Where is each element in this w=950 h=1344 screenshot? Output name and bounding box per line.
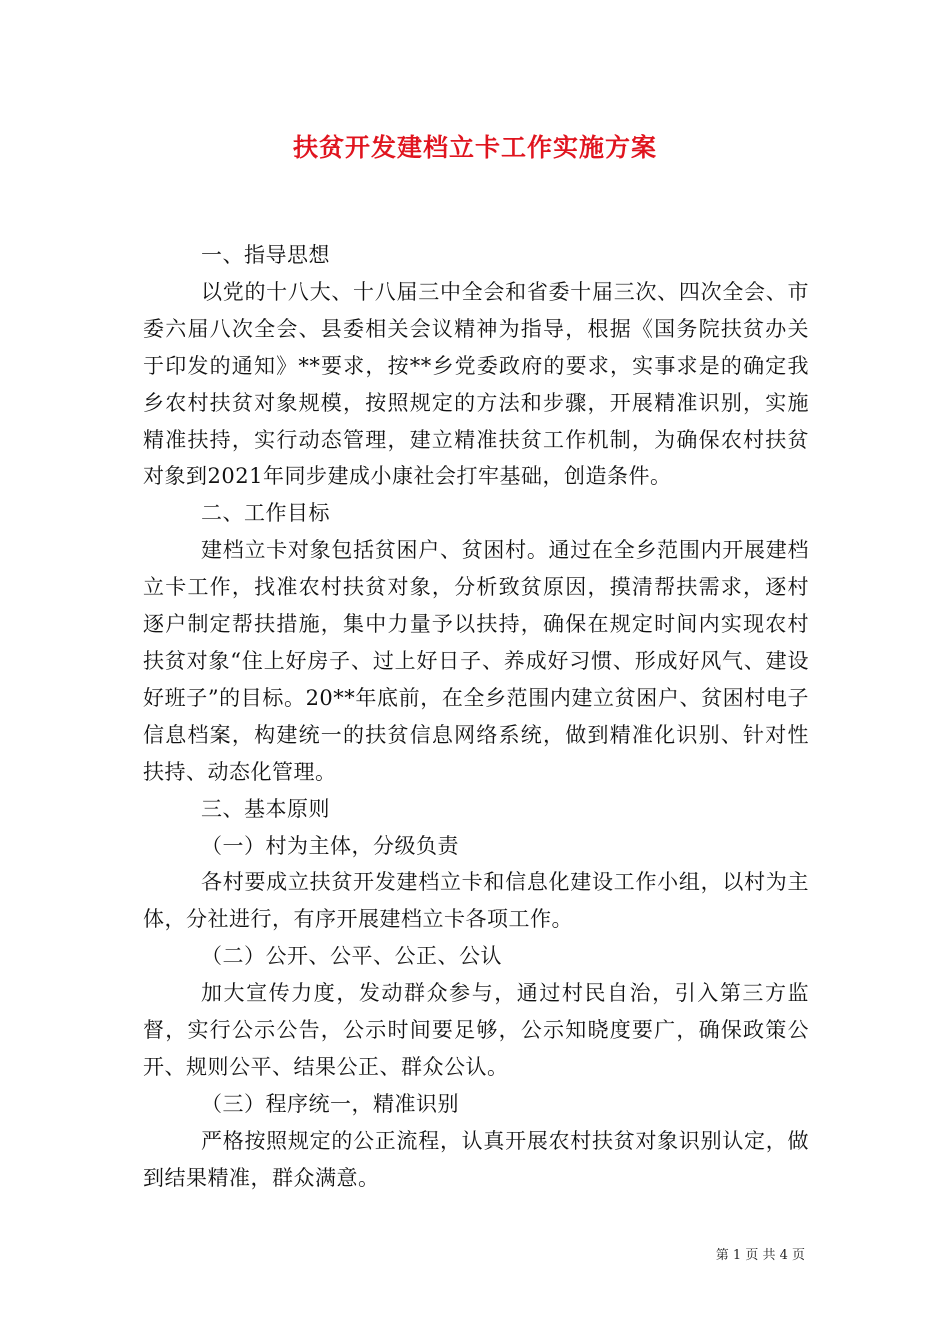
section-heading-basic-principles: 三、基本原则 <box>201 796 330 821</box>
document-body <box>143 237 809 1197</box>
subsection-paragraph-village-main-body: 各村要成立扶贫开发建档立卡和信息化建设工作小组，以村为主体，分社进行，有序开展建档立卡各项工作。 <box>143 870 809 932</box>
document-title: 扶贫开发建档立卡工作实施方案 <box>292 133 657 162</box>
section-paragraph-work-goals: 建档立卡对象包括贫困户、贫困村。通过在全乡范围内开展建档立卡工作，找准农村扶贫对象，分析致贫原因，摸清帮扶需求，逐村逐户制定帮扶措施，集中力量予以扶持，确保在规定时间内实现农村扶贫对象“住上好房子、过上好日子、养成好习惯、形成好风气、建设好班子”的目标。20**年底前，在全乡范围内建立贫困户、贫困村电子信息档案，构建统一的扶贫信息网络系统，做到精准化识别、针对性扶持、动态化管理。 <box>143 538 809 784</box>
section-paragraph-guiding-ideology: 以党的十八大、十八届三中全会和省委十届三次、四次全会、市委六届八次全会、县委相关会议精神为指导，根据《国务院扶贫办关于印发的通知》**要求，按**乡党委政府的要求，实事求是的确定我乡农村扶贫对象规模，按照规定的方法和步骤，开展精准识别，实施精准扶持，实行动态管理，建立精准扶贫工作机制，为确保农村扶贫对象到2021年同步建成小康社会打牢基础，创造条件。 <box>143 279 809 489</box>
subsection-paragraph-unified-procedure: 严格按照规定的公正流程，认真开展农村扶贫对象识别认定，做到结果精准，群众满意。 <box>143 1128 809 1190</box>
subsection-paragraph-openness-fairness: 加大宣传力度，发动群众参与，通过村民自治，引入第三方监督，实行公示公告，公示时间要足够，公示知晓度要广，确保政策公开、规则公平、结果公正、群众公认。 <box>143 981 809 1079</box>
subsection-heading-village-main-body: （一）村为主体，分级负责 <box>201 833 459 858</box>
section-heading-work-goals: 二、工作目标 <box>201 501 330 526</box>
page-number-footer: 第 1 页 共 4 页 <box>715 1248 805 1263</box>
section-heading-guiding-ideology: 一、指导思想 <box>201 243 330 267</box>
subsection-heading-openness-fairness: （二）公开、公平、公正、公认 <box>201 944 502 969</box>
subsection-heading-unified-procedure: （三）程序统一，精准识别 <box>201 1091 459 1116</box>
